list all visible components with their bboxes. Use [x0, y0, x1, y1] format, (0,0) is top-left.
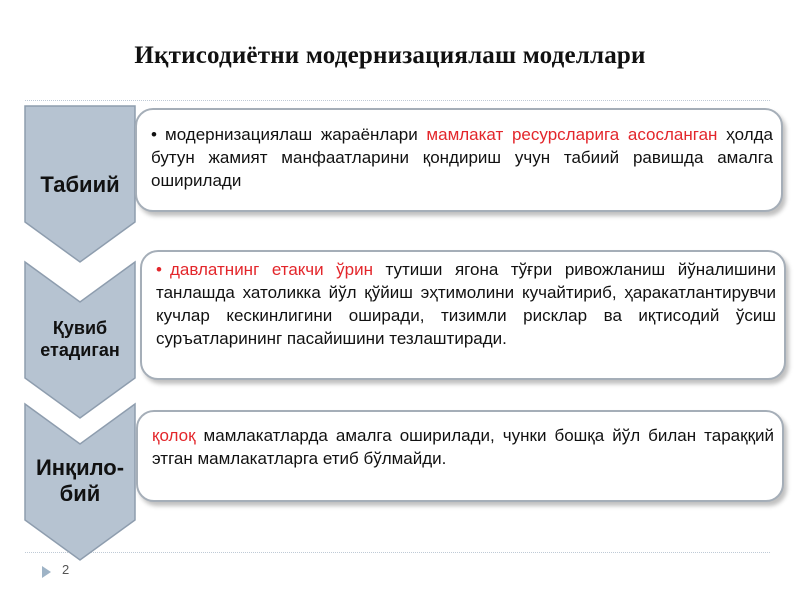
bullet-marker: • — [156, 260, 162, 279]
model-label-revolutionary: Инқило-бий — [35, 455, 125, 507]
model-description-revolutionary — [136, 410, 784, 502]
highlighted-term: қолоқ — [152, 426, 196, 445]
description-text: тутиши ягона тўғри ривожланиш йўналишини танлашда хатоликка йўл қўйиш эҳтимолини кучайтириб, ҳаракатлантирувчи кучлар кескинлигини оширади, тизимли рисклар ва иқтисодий ўсиш суръатларининг пасайишини тезлаштиради. — [156, 260, 777, 348]
model-label-natural: Табиий — [40, 172, 120, 197]
description-text: модернизациялаш жараёнлари — [165, 125, 427, 144]
model-label-catch-up: Қувиб етадиган — [40, 318, 120, 360]
model-description-natural — [135, 108, 783, 212]
bullet-marker: • — [151, 125, 157, 144]
description-text: ҳолда бутун жамият манфаатларини қондириш учун табиий равишда амалга оширилади — [151, 125, 773, 190]
page-number: 2 — [62, 562, 70, 577]
highlighted-term: мамлакат ресурсларига асосланган — [426, 125, 718, 144]
slide-title: Иқтисодиётни модернизациялаш моделлари — [134, 42, 646, 69]
description-text: мамлакатларда амалга оширилади, чунки бошқа йўл билан тараққий этган мамлакатларга етиб бўлмайди. — [152, 426, 774, 468]
slide-marker-icon — [42, 566, 51, 578]
model-description-catch-up — [140, 250, 786, 380]
highlighted-term: давлатнинг етакчи ўрин — [170, 260, 373, 279]
